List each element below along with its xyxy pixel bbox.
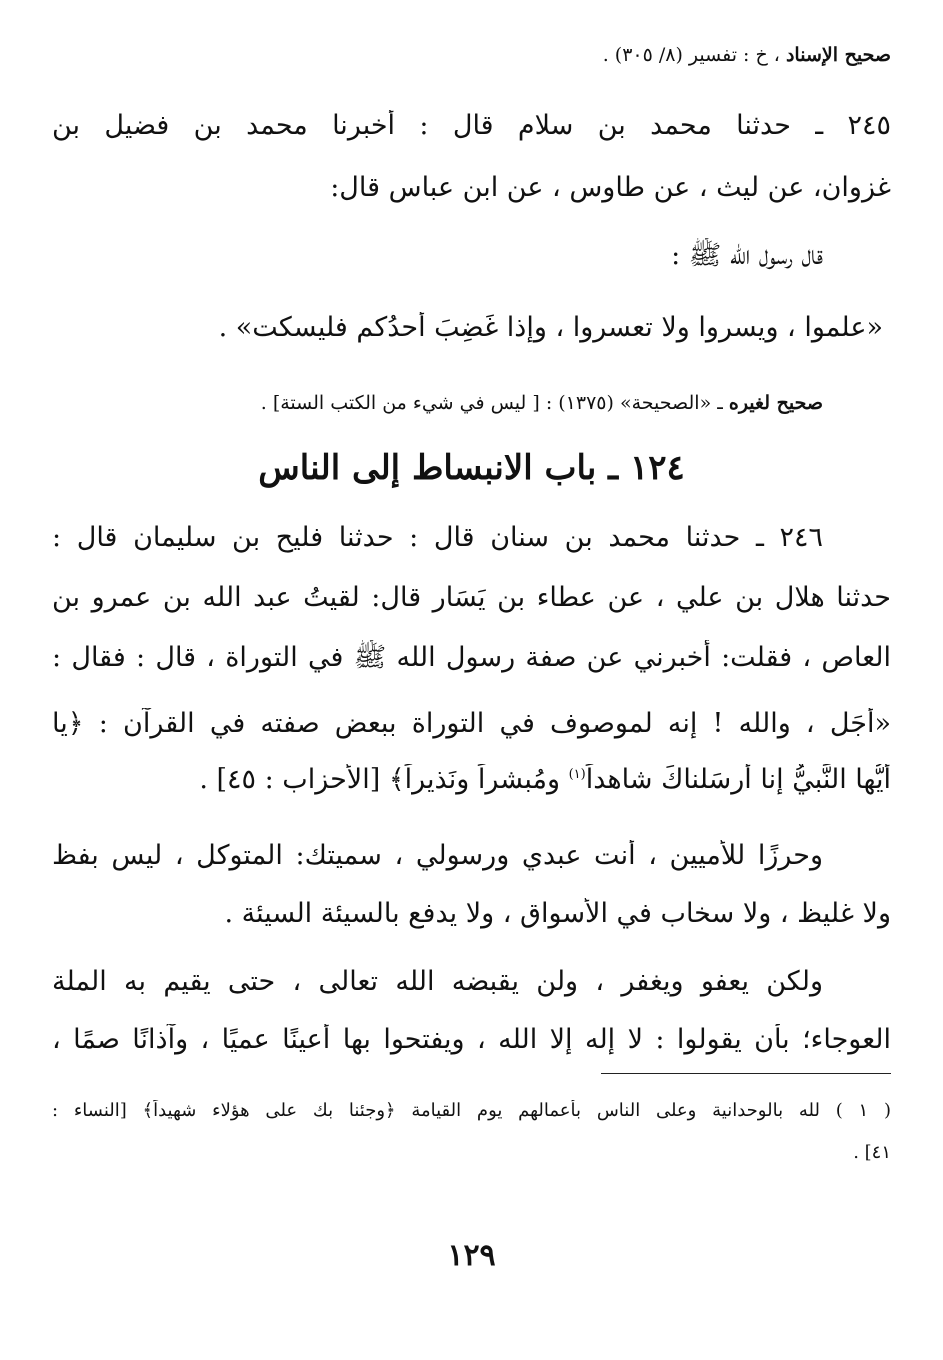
hadith-246-line-8: ولكن يعفو ويغفر ، ولن يقبضه الله تعالى ، حتى يقيم به الملة <box>52 966 823 997</box>
hadith-246-line-9: العوجاء؛ بأن يقولوا : لا إله إلا الله ، ويفتحوا بها أعينًا عميًا ، وآذانًا صمًا ، <box>52 1024 891 1055</box>
hadith-245-line-1: ٢٤٥ ـ حدثنا محمد بن سلام قال : أخبرنا محمد بن فضيل بن <box>52 110 891 141</box>
hadith-245-grading <box>52 392 823 414</box>
hadith-246-line-4: «أجَل ، والله ! إنه لموصوف في التوراة ببعض صفته في القرآن : ﴿يا <box>52 708 891 739</box>
footnote-line-1: ( ١ ) لله بالوحدانية وعلى الناس بأعمالهم يوم القيامة ﴿وجئنا بك على هؤلاء شهيداً﴾ [النساء : <box>52 1100 891 1121</box>
header-grading-line <box>52 44 891 66</box>
hadith-246-line-5-part-b: ومُبشراً ونَذيراً﴾ [الأحزاب : ٤٥] . <box>199 764 569 795</box>
hadith-246-line-6: وحرزًا للأميين ، أنت عبدي ورسولي ، سميتك: المتوكل ، ليس بفظ <box>52 840 823 871</box>
grading-245-grade: صحيح لغيره <box>728 392 823 414</box>
hadith-245-line-2: غزوان، عن ليث ، عن طاوس ، عن ابن عباس قال: <box>330 172 891 203</box>
hadith-246-line-1: ٢٤٦ ـ حدثنا محمد بن سنان قال : حدثنا فليح بن سليمان قال : <box>52 522 823 553</box>
hadith-246-line-2: حدثنا هلال بن علي ، عن عطاء بن يَسَار قال: لقيتُ عبد الله بن عمرو بن <box>52 582 891 613</box>
hadith-246-line-5-part-a: أيُّها النَّبيُّ إنا أرسَلناكَ شاهداً <box>585 764 891 795</box>
hadith-246-line-5 <box>52 764 891 795</box>
hadith-245-line-3: قال رسول الله ﷺ : <box>671 240 823 271</box>
hadith-245-line-4: «علموا ، ويسروا ولا تعسروا ، وإذا غَضِبَ أحدُكم فليسكت» . <box>218 312 883 343</box>
hadith-246-line-3: العاص ، فقلت: أخبرني عن صفة رسول الله ﷺ في التوراة ، قال : فقال : <box>52 642 891 673</box>
hadith-246-line-7: ولا غليظ ، ولا سخاب في الأسواق ، ولا يدفع بالسيئة السيئة . <box>224 898 891 929</box>
header-grade: صحيح الإسناد <box>785 44 891 66</box>
grading-245-source: ـ «الصحيحة» (١٣٧٥) : [ ليس في شيء من الكتب الستة] . <box>260 392 723 414</box>
footnote-reference: (١) <box>568 767 586 782</box>
header-source: ، خ : تفسير (٨/ ٣٠٥) . <box>602 44 780 66</box>
footnote-line-2: ٤١] . <box>853 1142 891 1163</box>
footnote-separator <box>601 1073 891 1074</box>
chapter-heading: ١٢٤ ـ باب الانبساط إلى الناس <box>258 448 685 488</box>
page-number: ١٢٩ <box>447 1238 496 1273</box>
